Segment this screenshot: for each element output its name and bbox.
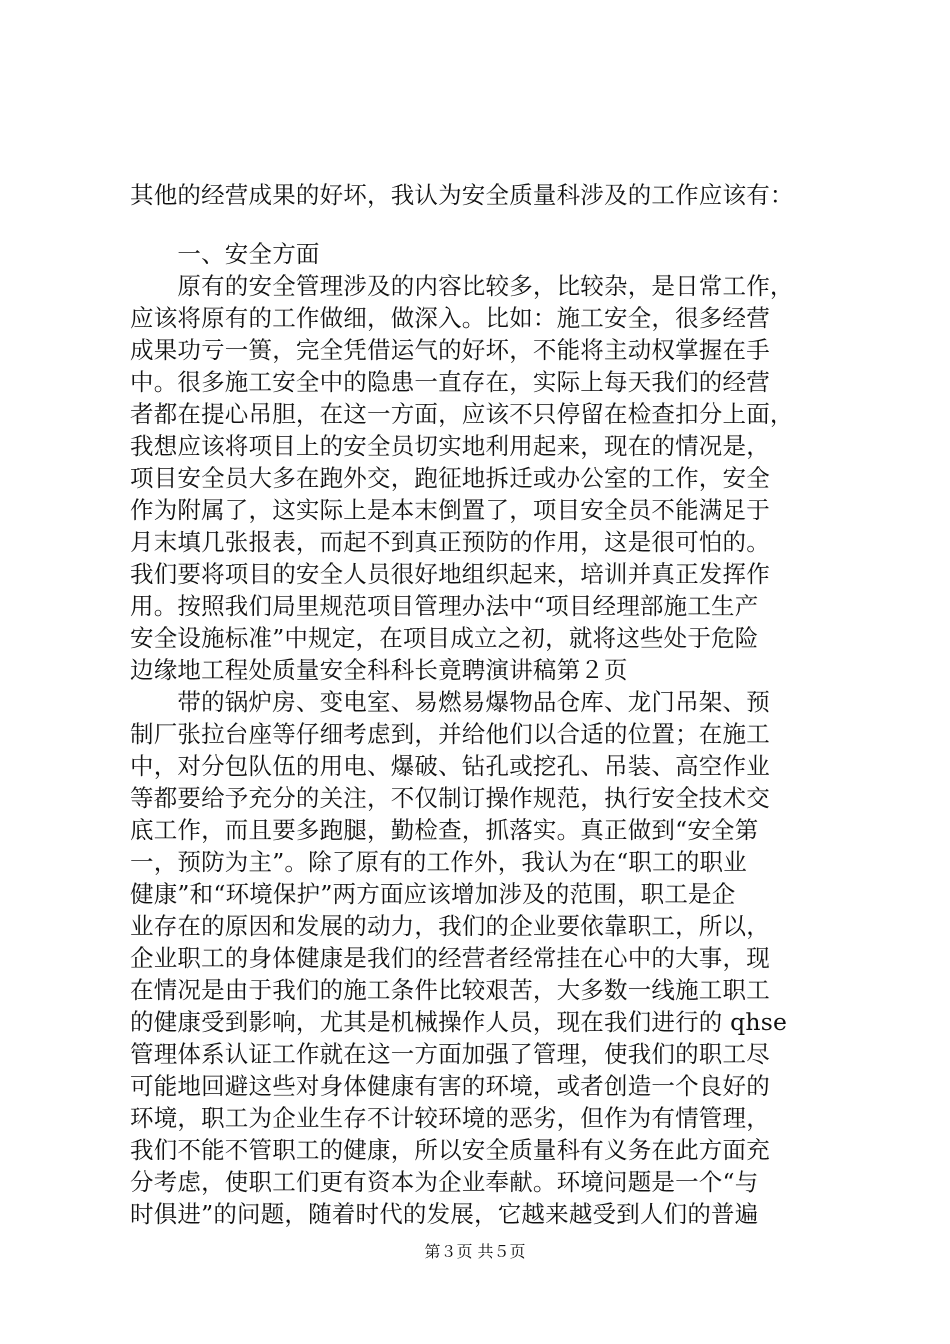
- text-line: 健康”和“环境保护”两方面应该增加涉及的范围，职工是企: [130, 880, 736, 908]
- text-line: 带的锅炉房、变电室、易燃易爆物品仓库、龙门吊架、预: [130, 688, 770, 716]
- text-line: 项目安全员大多在跑外交，跑征地拆迁或办公室的工作，安全: [130, 464, 770, 492]
- text-line: 等都要给予充分的关注，不仅制订操作规范，执行安全技术交: [130, 784, 770, 812]
- text-line: 中。很多施工安全中的隐患一直存在，实际上每天我们的经营: [130, 368, 770, 396]
- text-line: 我们不能不管职工的健康，所以安全质量科有义务在此方面充: [130, 1136, 770, 1164]
- text-line: 分考虑，使职工们更有资本为企业奉献。环境问题是一个“与: [130, 1168, 759, 1196]
- text-line: 我想应该将项目上的安全员切实地利用起来，现在的情况是，: [130, 432, 770, 460]
- text-line: 中，对分包队伍的用电、爆破、钻孔或挖孔、吊装、高空作业: [130, 752, 770, 780]
- text-line: 其他的经营成果的好坏，我认为安全质量科涉及的工作应该有：: [130, 181, 794, 209]
- text-line: 可能地回避这些对身体健康有害的环境，或者创造一个良好的: [130, 1072, 770, 1100]
- text-line: 用。按照我们局里规范项目管理办法中“项目经理部施工生产: [130, 592, 759, 620]
- text-line: 在情况是由于我们的施工条件比较艰苦，大多数一线施工职工: [130, 976, 770, 1004]
- text-line: 环境，职工为企业生存不计较环境的恶劣，但作为有情管理，: [130, 1104, 770, 1132]
- text-line: 业存在的原因和发展的动力，我们的企业要依靠职工，所以，: [130, 912, 770, 940]
- section-heading: 一、安全方面: [130, 240, 320, 268]
- text-line: 底工作，而且要多跑腿，勤检查，抓落实。真正做到“安全第: [130, 816, 759, 844]
- text-line: 企业职工的身体健康是我们的经营者经常挂在心中的大事，现: [130, 944, 770, 972]
- text-line: 应该将原有的工作做细，做深入。比如：施工安全，很多经营: [130, 304, 770, 332]
- text-line: 者都在提心吊胆，在这一方面，应该不只停留在检查扣分上面，: [130, 400, 794, 428]
- text-line: 月末填几张报表，而起不到真正预防的作用，这是很可怕的。: [130, 528, 770, 556]
- text-line: 管理体系认证工作就在这一方面加强了管理，使我们的职工尽: [130, 1040, 770, 1068]
- text-line: 时俱进”的问题，随着时代的发展，它越来越受到人们的普遍: [130, 1200, 759, 1228]
- text-line: 我们要将项目的安全人员很好地组织起来，培训并真正发挥作: [130, 560, 770, 588]
- text-line: 作为附属了，这实际上是本末倒置了，项目安全员不能满足于: [130, 496, 770, 524]
- text-line: 边缘地工程处质量安全科科长竟聘演讲稿第２页: [130, 656, 628, 684]
- text-line: 安全设施标准”中规定，在项目成立之初，就将这些处于危险: [130, 624, 759, 652]
- text-line: 成果功亏一篑，完全凭借运气的好坏，不能将主动权掌握在手: [130, 336, 770, 364]
- text-line: 制厂张拉台座等仔细考虑到，并给他们以合适的位置；在施工: [130, 720, 770, 748]
- page-footer: 第３页 共５页: [424, 1242, 526, 1261]
- text-line: 原有的安全管理涉及的内容比较多，比较杂，是日常工作，: [130, 272, 794, 300]
- text-line: 一，预防为主”。除了原有的工作外，我认为在“职工的职业: [130, 848, 747, 876]
- text-line: 的健康受到影响，尤其是机械操作人员，现在我们进行的 qhse: [130, 1008, 788, 1036]
